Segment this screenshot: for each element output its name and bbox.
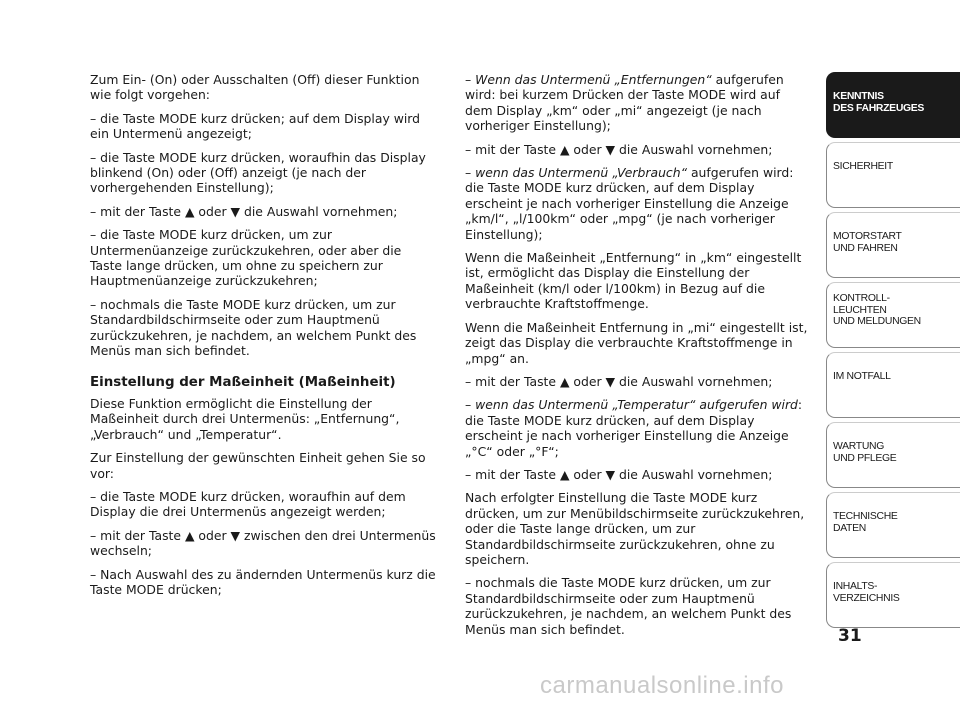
paragraph: Nach erfolgter Einstellung die Taste MODE kurz drücken, um zur Menübildschirmseite zurückzukehren, oder die Taste lange drücken, um zur Standardbildschirmseite zurückzukehren, ohne zu speichern.	[465, 490, 805, 567]
italic-lead: – Wenn das Untermenü „Entfernungen“	[465, 72, 712, 87]
tab-kenntnis[interactable]	[826, 72, 960, 138]
paragraph-text: : die Taste MODE kurz drücken, auf dem Display erscheint je nach vorheriger Einstellung die Anzeige „°C“ oder „°F“;	[465, 397, 803, 459]
tab-label-line: KENNTNIS	[833, 91, 884, 102]
paragraph: – nochmals die Taste MODE kurz drücken, um zur Standardbildschirmseite oder zum Hauptmenü zurückzukehren, je nachdem, an welchem Punkt des Menüs man sich befindet.	[465, 575, 792, 637]
paragraph: – die Taste MODE kurz drücken; auf dem Display wird ein Untermenü angezeigt;	[90, 110, 421, 142]
tab-label-line: VERZEICHNIS	[833, 592, 900, 604]
paragraph: – die Taste MODE kurz drücken, woraufhin auf dem Display die drei Untermenüs angezeigt werden;	[90, 488, 406, 520]
paragraph: – mit der Taste ▲ oder ▼ die Auswahl vornehmen;	[90, 203, 398, 219]
tab-kontrollleuchten[interactable]	[826, 282, 960, 348]
paragraph: – Nach Auswahl des zu ändernden Untermenüs kurz die Taste MODE drücken;	[90, 566, 436, 597]
tab-wartung[interactable]	[826, 422, 960, 488]
tab-label-line: UND PFLEGE	[833, 452, 897, 464]
tab-label-line: DATEN	[833, 522, 866, 534]
tab-label-line: TECHNISCHE	[833, 511, 898, 522]
paragraph	[465, 165, 811, 242]
paragraph-text: aufgerufen wird: die Taste MODE kurz drücken, auf dem Display erscheint je nach vorheriger Einstellung die Anzeige „km/l“, „l/100km“ oder „mpg“ (je nach vorheriger Einstellung);	[465, 165, 794, 242]
tab-motorstart[interactable]	[826, 212, 960, 278]
left-column	[90, 72, 436, 605]
tab-sicherheit[interactable]	[826, 142, 960, 208]
paragraph	[465, 397, 811, 459]
paragraph: – mit der Taste ▲ oder ▼ die Auswahl vornehmen;	[465, 141, 773, 157]
paragraph-text: aufgerufen wird: bei kurzem Drücken der Taste MODE wird auf dem Display „km“ oder „mi“ angezeigt (je nach vorheriger Einstellung);	[465, 72, 784, 134]
paragraph: Diese Funktion ermöglicht die Einstellung der Maßeinheit durch drei Untermenüs: „Entfernung“, „Verbrauch“ und „Temperatur“.	[90, 395, 400, 442]
right-column	[465, 72, 811, 645]
tab-label-line: MOTORSTART	[833, 231, 902, 242]
tab-label-line: SICHERHEIT	[833, 161, 893, 172]
paragraph: – mit der Taste ▲ oder ▼ zwischen den drei Untermenüs wechseln;	[90, 527, 436, 559]
tab-label-line: LEUCHTEN	[833, 304, 887, 316]
tab-label-line: UND MELDUNGEN	[833, 316, 921, 328]
tab-im-notfall[interactable]	[826, 352, 960, 418]
tab-label-line: UND FAHREN	[833, 242, 898, 254]
chapter-tabs	[826, 72, 960, 632]
paragraph: – mit der Taste ▲ oder ▼ die Auswahl vornehmen;	[465, 373, 773, 389]
tab-inhaltsverzeichnis[interactable]	[826, 562, 960, 628]
tab-technische-daten[interactable]	[826, 492, 960, 558]
paragraph	[465, 72, 811, 134]
italic-lead: – wenn das Untermenü „Temperatur“ aufgerufen wird	[465, 397, 798, 413]
page-number: 31	[838, 626, 862, 646]
paragraph: Wenn die Maßeinheit Entfernung in „mi“ eingestellt ist, zeigt das Display die verbrauchte Kraftstoffmenge in „mpg“ an.	[465, 319, 808, 366]
watermark: carmanualsonline.info	[540, 672, 784, 699]
tab-label-line: KONTROLL-	[833, 293, 890, 304]
paragraph: – die Taste MODE kurz drücken, woraufhin das Display blinkend (On) oder (Off) anzeigt (je nach der vorhergehenden Einstellung);	[90, 149, 426, 196]
section-heading: Einstellung der Maßeinheit (Maßeinheit)	[90, 374, 396, 390]
tab-label-line: DES FAHRZEUGES	[833, 102, 925, 114]
tab-label-line: IM NOTFALL	[833, 371, 891, 382]
paragraph: Zur Einstellung der gewünschten Einheit gehen Sie so vor:	[90, 450, 426, 481]
paragraph: – nochmals die Taste MODE kurz drücken, um zur Standardbildschirmseite oder zum Hauptmenü zurückzukehren, je nachdem, an welchem Punkt des Menüs man sich befindet.	[90, 296, 417, 359]
tab-label-line: INHALTS-	[833, 581, 878, 592]
paragraph: – die Taste MODE kurz drücken, um zur Untermenüanzeige zurückzukehren, oder aber die Taste lange drücken, um ohne zu speichern zur Hauptmenüanzeige zurückzukehren;	[90, 227, 402, 289]
paragraph: Wenn die Maßeinheit „Entfernung“ in „km“ eingestellt ist, ermöglicht das Display die Einstellung der Maßeinheit (km/l oder l/100km) in Bezug auf die verbrauchte Kraftstoffmenge.	[465, 250, 802, 312]
paragraph: – mit der Taste ▲ oder ▼ die Auswahl vornehmen;	[465, 466, 773, 482]
tab-label-line: WARTUNG	[833, 441, 885, 452]
italic-lead: – wenn das Untermenü „Verbrauch“	[465, 165, 688, 181]
paragraph: Zum Ein- (On) oder Ausschalten (Off) dieser Funktion wie folgt vorgehen:	[90, 72, 420, 103]
